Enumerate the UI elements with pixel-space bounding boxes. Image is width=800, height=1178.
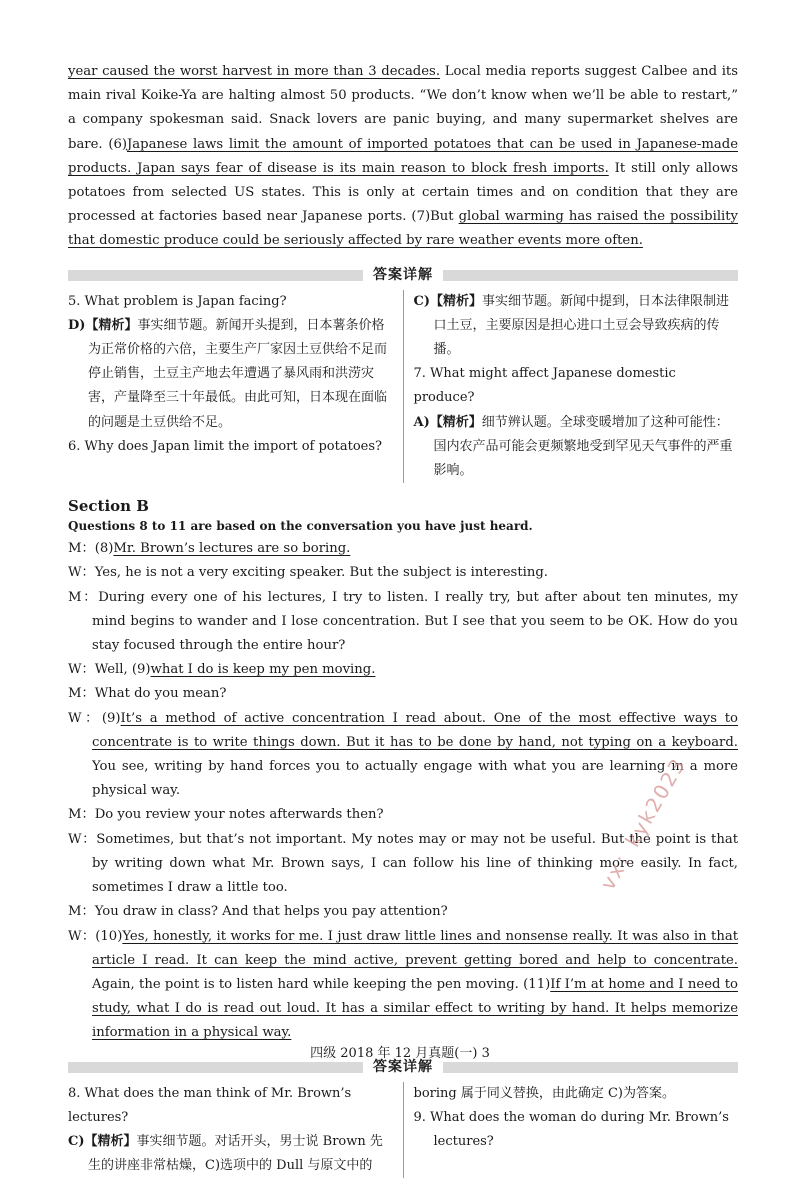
answer-8-continued: boring 属于同义替换，由此确定 C)为答案。 [413,1085,675,1101]
question-8: 8. What does the man think of Mr. Brown’s lectures? [68,1085,352,1125]
speaker: W： [68,710,102,726]
answer-7-text: 细节辨认题。全球变暖增加了这种可能性：国内农产品可能会更频繁地受到罕见天气事件的严重影响。 [433,414,733,479]
passage-underlined-5: global warming has raised the possibility that domestic produce could be seriously affected by rare weather events more often. [68,209,739,249]
answer-5-text: 事实细节题。新闻开头提到，日本薯条价格为正常价格的六倍，主要生产厂家因土豆供给不足而停止销售，土豆主产地去年遭遇了暴风雨和洪涝灾害，产量降至三十年最低。由此可知，日本现在面临的问题是土豆供给不足。 [88,317,388,430]
answer-7-tag: 【精析】 [429,414,482,430]
turn-2 [68,561,738,585]
turn-text: What do you mean? [94,686,227,702]
answer-7-letter: A) [413,414,430,430]
answer-explanation-banner [68,262,738,288]
answers-left-column [68,290,403,484]
speaker: W： [68,831,97,847]
passage-underlined-3: Japanese laws limit the amount of imported potatoes that can be used in Japanese-made products. Japan says fear of disease is its main reason to block fresh imports. [68,136,738,176]
answers-right-column [403,290,739,484]
turn-text: Yes, he is not a very exciting speaker. But the subject is interesting. [94,565,548,581]
question-6: 6. Why does Japan limit the import of potatoes? [68,438,382,454]
answer-6-text: 事实细节题。新闻中提到，日本法律限制进口土豆，主要原因是担心进口土豆会导致疾病的传播。 [433,293,730,358]
turn-underlined-2: If I’m at home and I need to study, what I do is read out loud. It has a similar effect to writing by hand. It helps memorize information in a physical way. [92,976,738,1041]
turn-number: (9) [101,710,121,726]
speaker: W： [68,928,96,944]
answer-7 [414,411,739,484]
turn-3 [68,586,738,659]
question-5: 5. What problem is Japan facing? [68,293,287,309]
turn-underlined: Yes, honestly, it works for me. I just draw little lines and nonsense really. It was also in that article I read. It can keep the mind active, prevent getting bored and help to concentrate. [92,928,738,968]
passage-paragraph [68,60,738,254]
section-b-heading: Section B [68,497,149,516]
answers-columns-1 [68,290,738,484]
turn-6 [68,707,738,804]
passage-underlined-1: year caused the worst harvest in more than 3 decades. [68,64,441,79]
turn-text: During every one of his lectures, I try to listen. I really try, but after about ten minutes, my mind begins to wander and I lose concentration. But I see that you seem to be OK. How do you stay focused through the entire hour? [92,589,738,654]
answer-5-tag: 【精析】 [85,317,138,333]
answers-left-column-2 [68,1082,403,1178]
turn-text: Sometimes, but that’s not important. My notes may or may not be useful. But the point is that by writing down what Mr. Brown says, I can follow his line of thinking more easily. In fact, sometimes I draw a little too. [92,831,738,896]
answer-6-tag: 【精析】 [430,293,483,309]
question-9: 9. What does the woman do during Mr. Brown’s lectures? [413,1109,729,1149]
conversation [68,537,738,1045]
speaker: M： [68,904,95,920]
speaker: M： [68,686,95,702]
answer-6 [414,290,739,363]
turn-5 [68,682,738,706]
speaker: W： [68,565,95,581]
answer-6-letter: C) [413,293,430,309]
answer-5-letter: D) [68,317,86,333]
turn-text: Again, the point is to listen hard while keeping the pen moving. (11) [92,976,551,992]
turn-number: (8) [94,541,114,557]
answers-columns-2 [68,1082,738,1178]
passage-text-2: Local media reports suggest Calbee and its main rival Koike-Ya are halting almost 50 products. “We don’t know when we’ll be able to restart,” a company spokesman said. Snack lovers are panic buying, and many supermarket shelves are bare. (6) [68,64,738,152]
turn-text: Well, (9) [94,662,151,678]
answer-8 [68,1130,393,1178]
turn-4 [68,658,738,682]
turn-1 [68,537,738,561]
turn-9 [68,900,738,924]
questions-range: Questions 8 to 11 are based on the conversation you have just heard. [68,519,533,534]
answers-right-column-2 [403,1082,739,1178]
turn-underlined: Mr. Brown’s lectures are so boring. [113,541,351,557]
speaker: M： [68,589,99,605]
turn-text: Do you review your notes afterwards then? [94,807,384,823]
speaker: W： [68,662,95,678]
answer-8-tag: 【精析】 [84,1133,137,1149]
turn-text: You draw in class? And that helps you pay attention? [94,904,448,920]
turn-number: (10) [95,928,123,944]
question-7: 7. What might affect Japanese domestic produce? [413,366,676,406]
turn-10 [68,925,738,1046]
page-footer: 四级 2018 年 12 月真题(一) 3 [310,1046,490,1061]
banner-title: 答案详解 [363,1054,443,1080]
page-content [68,60,738,1178]
watermark: vx：kyk2023 [595,753,691,894]
answer-5 [68,314,393,435]
speaker: M： [68,541,95,557]
speaker: M： [68,807,95,823]
turn-text: You see, writing by hand forces you to actually engage with what you are learning in a more physical way. [92,759,738,799]
turn-underlined: what I do is keep my pen moving. [150,662,376,678]
turn-underlined: It’s a method of active concentration I read about. One of the most effective ways to concentrate is to write things down. But it has to be done by hand, not typing on a keyboard. [92,710,738,750]
passage-text-4: It still only allows potatoes from selected US states. This is only at certain times and on condition that they are processed at factories based near Japanese ports. (7)But [68,160,739,225]
answer-8-letter: C) [68,1133,85,1149]
answer-8-text: 事实细节题。对话开头，男士说 Brown 先生的讲座非常枯燥，C)选项中的 Dull 与原文中的 [88,1133,383,1174]
banner-title: 答案详解 [363,262,443,288]
